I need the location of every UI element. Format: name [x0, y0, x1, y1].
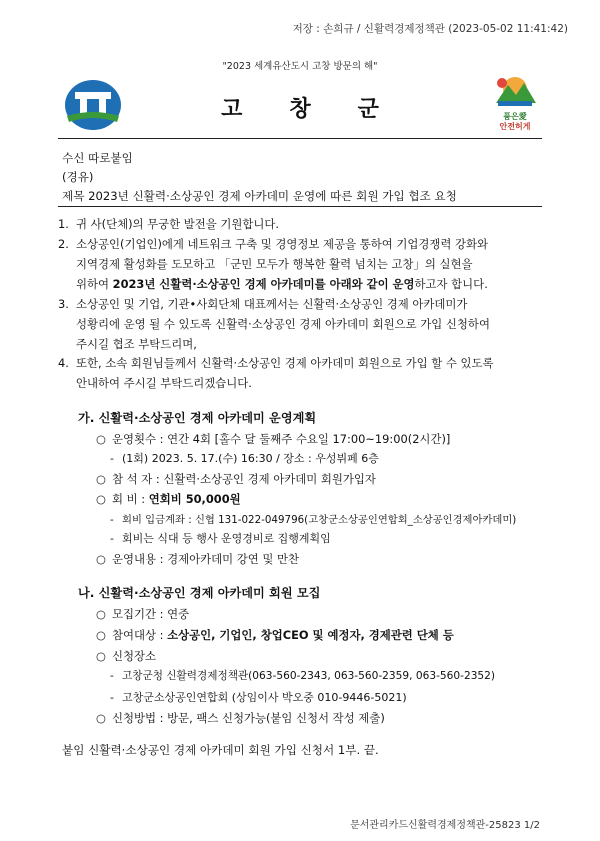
paragraph-number: 1.: [58, 217, 69, 231]
gochang-brand-logo: [490, 73, 540, 131]
brand-logo-line1: 품은愛: [503, 112, 527, 121]
subject-divider: [58, 206, 542, 207]
subject: 제목 2023년 신활력·소상공인 경제 아카데미 운영에 따른 회원 가입 협조 요청: [62, 189, 457, 203]
section-b-place: ○ 신청장소: [96, 649, 157, 663]
paragraph-text: 주시길 협조 부탁드리며,: [76, 337, 197, 351]
attachment-note: 붙임 신활력·소상공인 경제 아카데미 회원 가입 신청서 1부. 끝.: [62, 743, 379, 757]
via: (경유): [62, 170, 94, 184]
section-a-first-session: - (1회) 2023. 5. 17.(수) 16:30 / 장소 : 우성뷔페 6층: [110, 452, 379, 465]
paragraph-1: [58, 214, 550, 234]
paragraph-text: 귀 사(단체)의 무궁한 발전을 기원합니다.: [76, 217, 280, 231]
paragraph-4: [58, 353, 550, 393]
section-a-account: - 회비 입금계좌 : 신협 131-022-049796(고창군소상공인연합회_소상공인경제아카데미): [110, 514, 517, 526]
registration-meta: 저장 : 손희규 / 신활력경제정책관 (2023-05-02 11:41:42): [292, 23, 568, 35]
section-a-frequency: ○ 운영횟수 : 연간 4회 [홀수 달 둘째주 수요일 17:00~19:00(2시간)]: [96, 432, 451, 446]
paragraph-3: [58, 294, 550, 354]
org-title: 고창군: [221, 97, 426, 122]
section-a-fee-note: - 회비는 식대 등 행사 운영경비로 집행계획임: [110, 532, 331, 545]
paragraph-number: 2.: [58, 237, 69, 251]
paragraph-text: 소상공인 및 기업, 기관•사회단체 대표께서는 신활력·소상공인 경제 아카데미가: [76, 297, 468, 311]
section-b-place-2: - 고창군소상공인연합회 (상임이사 박오중 010-9446-5021): [110, 691, 407, 704]
section-a-content: ○ 운영내용 : 경제아카데미 강연 및 만찬: [96, 552, 299, 566]
paragraph-text: 소상공인(기업인)에게 네트워크 구축 및 경영정보 제공을 통하여 기업경쟁력 강화와: [76, 237, 488, 251]
section-b-title: 나. 신활력·소상공인 경제 아카데미 회원 모집: [78, 586, 321, 600]
section-a-fee: ○ 회 비 : 연회비 50,000원: [96, 492, 241, 506]
paragraph-number: 3.: [58, 297, 69, 311]
paragraph-number: 4.: [58, 356, 69, 370]
section-b-target: ○ 참여대상 : 소상공인, 기업인, 창업CEO 및 예정자, 경제관련 단체 등: [96, 628, 454, 642]
recipient: 수신 따로붙임: [62, 151, 133, 165]
section-b-place-1: - 고창군청 신활력경제정책관(063-560-2343, 063-560-2359, 063-560-2352): [110, 670, 496, 682]
brand-logo-line2: 안전허게: [499, 122, 531, 131]
paragraph-text: 또한, 소속 회원님들께서 신활력·소상공인 경제 아카데미 회원으로 가입 할 수 있도록: [76, 356, 494, 370]
section-b-period: ○ 모집기간 : 연중: [96, 607, 190, 621]
paragraph-text: 위하여 2023년 신활력·소상공인 경제 아카데미를 아래와 같이 운영하고자 합니다.: [76, 277, 488, 291]
section-a-participants: ○ 참 석 자 : 신활력·소상공인 경제 아카데미 회원가입자: [96, 472, 376, 486]
document-footer: 문서관리카드신활력경제정책관-25823 1/2: [350, 820, 540, 831]
section-a-title: 가. 신활력·소상공인 경제 아카데미 운영계획: [78, 411, 317, 425]
slogan: "2023 세계유산도시 고창 방문의 해": [222, 61, 378, 72]
header-divider: [58, 138, 542, 139]
paragraph-2: [58, 234, 550, 294]
paragraph-text: 성황리에 운영 될 수 있도록 신활력·소상공인 경제 아카데미 회원으로 가입 신청하여: [76, 317, 490, 331]
section-b-method: ○ 신청방법 : 방문, 팩스 신청가능(붙임 신청서 작성 제출): [96, 711, 385, 725]
paragraph-text: 안내하여 주시길 부탁드리겠습니다.: [76, 376, 252, 390]
paragraph-text: 지역경제 활성화를 도모하고 「군민 모두가 행복한 활력 넘치는 고창」의 실현을: [76, 257, 473, 271]
